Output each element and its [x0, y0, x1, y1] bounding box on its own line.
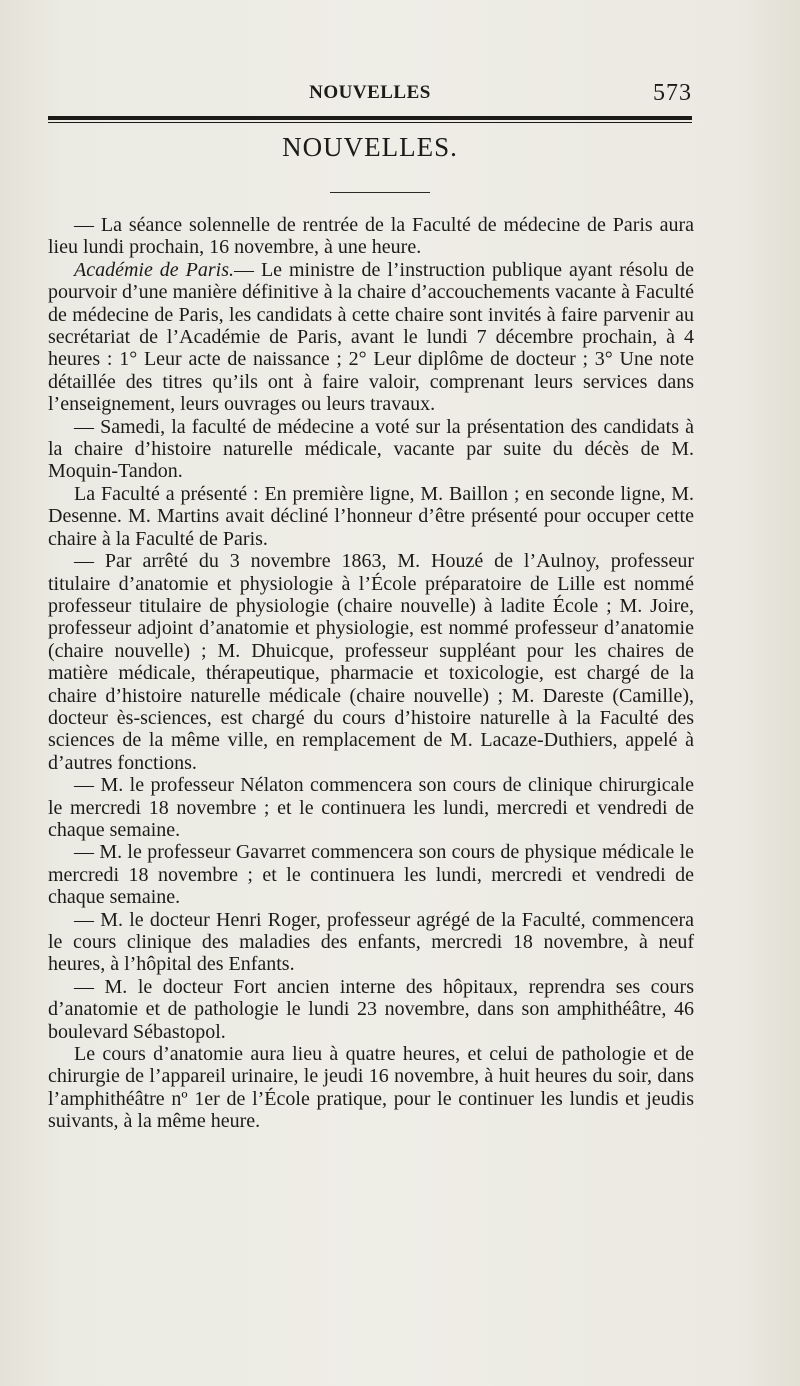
section-title: NOUVELLES. [282, 132, 458, 162]
paragraph-cours [48, 1043, 694, 1133]
paragraph-nelaton [48, 774, 694, 841]
paragraph-text: — M. le professeur Nélaton commencera son cours de clinique chirurgicale le mercredi 18 novembre ; et le continuera les lundi, mercredi et vendredi de chaque semaine. [48, 774, 694, 841]
paragraph-text: — Samedi, la faculté de médecine a voté sur la présentation des candidats à la chaire d’histoire naturelle médicale, vacante par suite du décès de M. Moquin-Tandon. [48, 415, 694, 483]
paragraph-text: Le cours d’anatomie aura lieu à quatre heures, et celui de pathologie et de chirurgie de l’appareil urinaire, le jeudi 16 novembre, à huit heures du soir, dans l’amphithéâtre nº 1er de l’École pratique, pour le continuer les lundis et jeudis suivants, à la même heure. [48, 1043, 694, 1133]
paragraph-text: — M. le docteur Henri Roger, professeur agrégé de la Faculté, commencera le cours clinique des maladies des enfants, mercredi 18 novembre, à neuf heures, à l’hôpital des Enfants. [48, 908, 694, 976]
paragraph-text: La Faculté a présenté : En première ligne, M. Baillon ; en seconde ligne, M. Desenne. M. Martins avait décliné l’honneur d’être présenté pour occuper cette chaire à la Faculté de Paris. [48, 482, 694, 550]
paragraph-arrete [48, 550, 694, 774]
paragraph-vote [48, 416, 694, 483]
page-number: 573 [653, 80, 692, 106]
paragraph-lead: Académie de Paris. [74, 258, 234, 281]
paragraph-text: — M. le docteur Fort ancien interne des hôpitaux, reprendra ses cours d’anatomie et de pathologie le lundi 23 novembre, dans son amphithéâtre, 46 boulevard Sébastopol. [48, 975, 694, 1043]
paragraph-gavarret [48, 841, 694, 908]
running-title: NOUVELLES [309, 82, 431, 103]
paragraph-rentree [48, 214, 694, 259]
paragraph-academie [48, 259, 694, 416]
paragraph-presentation [48, 483, 694, 550]
running-head [48, 80, 692, 110]
article-body [48, 214, 694, 1133]
header-rule-thick [48, 116, 692, 120]
paragraph-text: — La séance solennelle de rentrée de la Faculté de médecine de Paris aura lieu lundi prochain, 16 novembre, à une heure. [48, 214, 694, 259]
header-rule-thin [48, 122, 692, 123]
paragraph-text: — Par arrêté du 3 novembre 1863, M. Houzé de l’Aulnoy, professeur titulaire d’anatomie et physiologie à l’École préparatoire de Lille est nommé professeur titulaire de physiologie (chaire nouvelle) à ladite École ; M. Joire, professeur adjoint d’anatomie et physiologie, est nommé professeur d’anatomie (chaire nouvelle) ; M. Dhuicque, professeur suppléant pour les chaires de matière médicale, thérapeutique, pharmacie et toxicologie, est chargé de la chaire d’histoire naturelle médicale (chaire nouvelle) ; M. Dareste (Camille), docteur ès-sciences, est chargé du cours d’histoire naturelle à la Faculté des sciences de la même ville, en remplacement de M. Lacaze-Duthiers, appelé à d’autres fonctions. [48, 550, 694, 774]
paragraph-text: — M. le professeur Gavarret commencera son cours de physique médicale le mercredi 18 novembre ; et le continuera les lundi, mercredi et vendredi de chaque semaine. [48, 841, 694, 909]
paragraph-roger [48, 909, 694, 976]
paragraph-fort [48, 976, 694, 1043]
paragraph-text: — Le ministre de l’instruction publique ayant résolu de pourvoir d’une manière définitive à la chaire d’accouchements vacante à Faculté de médecine de Paris, les candidats à cette chaire sont invités à faire parvenir au secrétariat de l’Académie de Paris, avant le lundi 7 décembre prochain, à 4 heures : 1° Leur acte de naissance ; 2° Leur diplôme de docteur ; 3° Une note détaillée des titres qu’ils ont à faire valoir, comprenant leurs services dans l’enseignement, leurs ouvrages ou leurs travaux. [48, 258, 694, 416]
section-divider [330, 192, 430, 193]
